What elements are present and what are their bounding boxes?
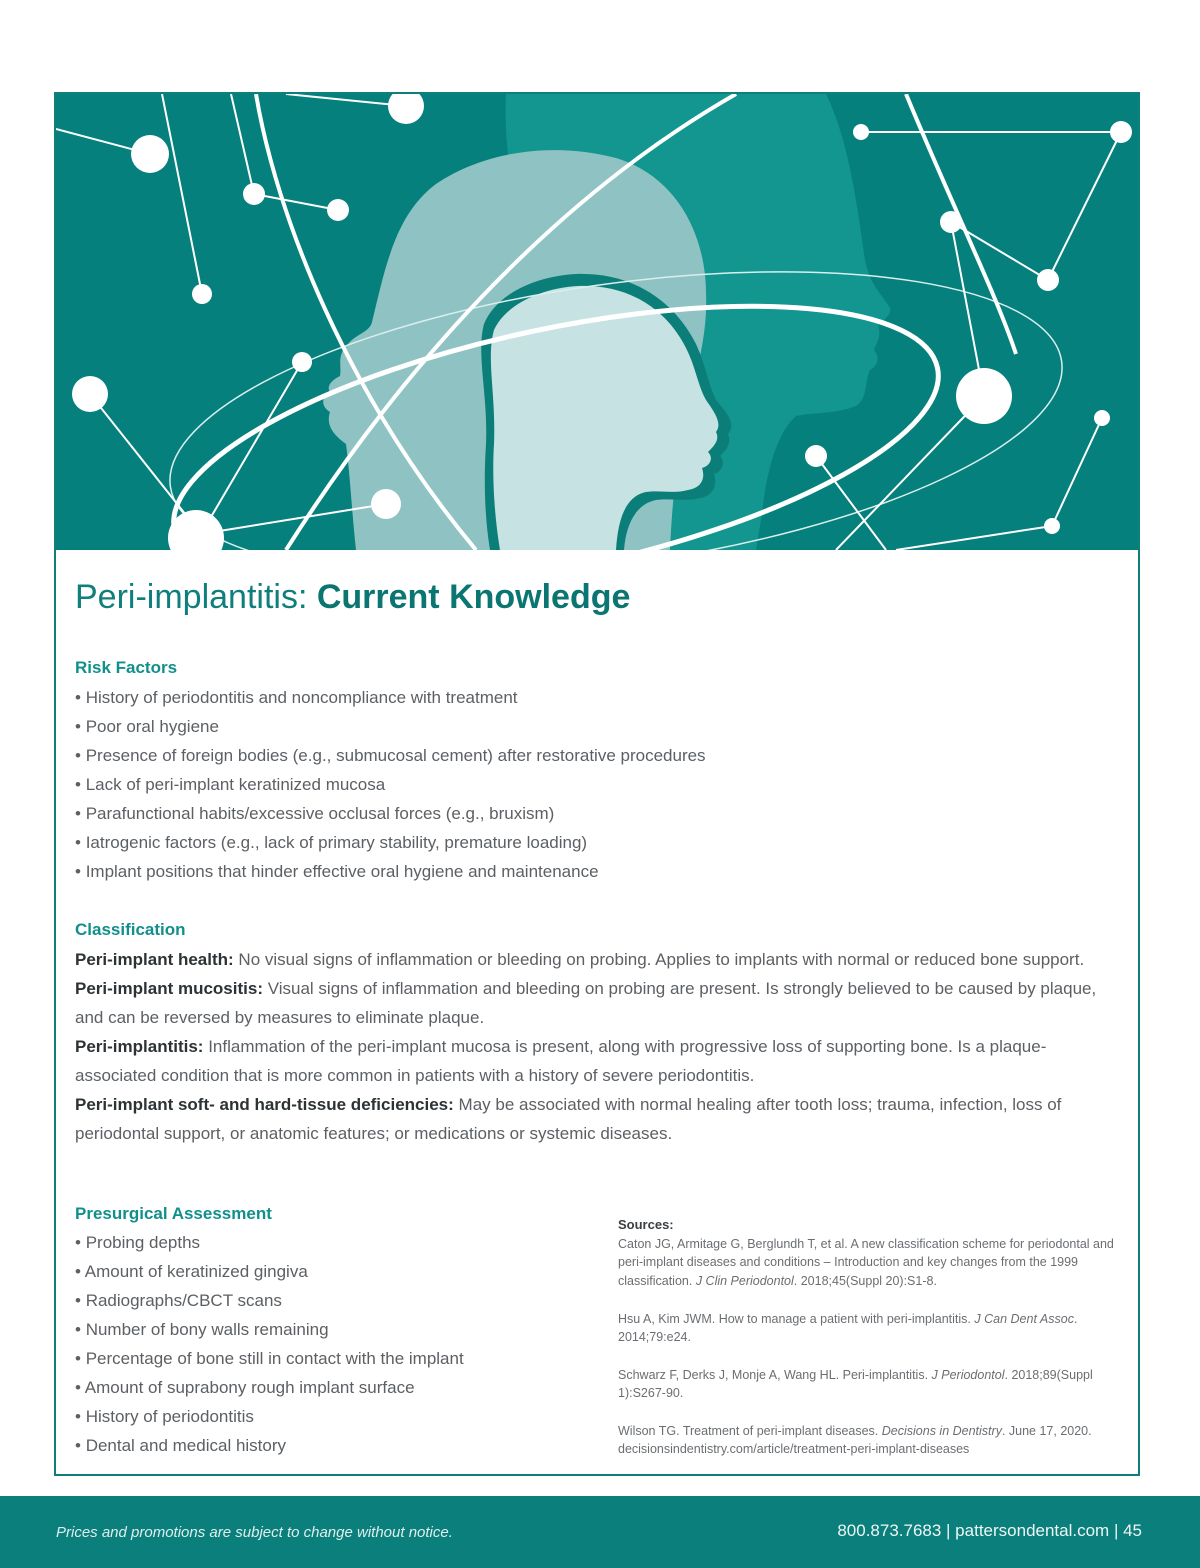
source-reference: [618, 1235, 1128, 1291]
classification-entry: [75, 1032, 1105, 1090]
classification-list: [75, 945, 1105, 1148]
reference-journal: J Can Dent Assoc: [974, 1311, 1074, 1326]
classification-entry: [75, 945, 1105, 974]
sources-heading: Sources:: [618, 1217, 674, 1232]
presurgical-list: [75, 1228, 464, 1460]
page-title: [75, 578, 630, 617]
reference-text: Wilson TG. Treatment of peri-implant diseases.: [618, 1423, 882, 1438]
classification-term: Peri-implant health:: [75, 950, 234, 969]
reference-journal: J Periodontol: [931, 1367, 1005, 1382]
classification-entry: [75, 974, 1105, 1032]
source-reference: [618, 1366, 1128, 1403]
risk-factors-heading: Risk Factors: [75, 658, 178, 677]
footer-disclaimer: Prices and promotions are subject to change without notice.: [56, 1524, 453, 1541]
sources-block: [618, 1216, 1128, 1459]
list-item: • Implant positions that hinder effective oral hygiene and maintenance: [75, 857, 706, 886]
source-reference: [618, 1310, 1128, 1347]
classification-text: Visual signs of inflammation and bleeding on probing are present. Is strongly believed to be caused by plaque, and can be reversed by measures to eliminate plaque.: [75, 979, 1097, 1027]
list-item: • Amount of keratinized gingiva: [75, 1257, 464, 1286]
presurgical-heading: Presurgical Assessment: [75, 1204, 272, 1223]
article-card: [54, 92, 1140, 1476]
list-item: • Radiographs/CBCT scans: [75, 1286, 464, 1315]
classification-text: No visual signs of inflammation or bleeding on probing. Applies to implants with normal or reduced bone support.: [233, 950, 1085, 969]
classification-entry: [75, 1090, 1105, 1148]
list-item: • Poor oral hygiene: [75, 712, 706, 741]
classification-text: May be associated with normal healing after tooth loss; trauma, infection, loss of periodontal support, or anatomic features; or medications or systemic diseases.: [75, 1095, 1062, 1143]
list-item: • Presence of foreign bodies (e.g., submucosal cement) after restorative procedures: [75, 741, 706, 770]
list-item: • Probing depths: [75, 1228, 464, 1257]
classification-text: Inflammation of the peri-implant mucosa is present, along with progressive loss of supporting bone. Is a plaque-associated condition that is more common in patients with a history of severe periodontitis.: [75, 1037, 1047, 1085]
list-item: • Iatrogenic factors (e.g., lack of primary stability, premature loading): [75, 828, 706, 857]
reference-journal: Decisions in Dentistry: [881, 1423, 1002, 1438]
footer-contact: 800.873.7683 | pattersondental.com | 45: [837, 1521, 1142, 1540]
reference-citation: . 2018;45(Suppl 20):S1-8.: [793, 1274, 937, 1289]
page-footer: [0, 1496, 1200, 1568]
list-item: • Dental and medical history: [75, 1431, 464, 1460]
hero-illustration: [56, 94, 1138, 550]
list-item: • History of periodontitis: [75, 1402, 464, 1431]
reference-citation: . 2014;79:e24.: [618, 1311, 1078, 1345]
classification-term: Peri-implant mucositis:: [75, 979, 263, 998]
reference-journal: J Clin Periodontol: [695, 1274, 794, 1289]
reference-citation: . June 17, 2020. decisionsindentistry.com/article/treatment-peri-implant-diseases: [618, 1423, 1092, 1457]
title-emphasis: Current Knowledge: [316, 578, 631, 616]
reference-text: Caton JG, Armitage G, Berglundh T, et al. A new classification scheme for periodontal and peri-implant diseases and conditions – Introduction and key changes from the 1999 classification.: [618, 1236, 1114, 1289]
reference-text: Schwarz F, Derks J, Monje A, Wang HL. Peri-implantitis.: [618, 1367, 932, 1382]
source-reference: [618, 1422, 1128, 1459]
list-item: • History of periodontitis and noncompliance with treatment: [75, 683, 706, 712]
list-item: • Lack of peri-implant keratinized mucosa: [75, 770, 706, 799]
head-silhouettes-network-illustration: [56, 94, 1138, 550]
list-item: • Amount of suprabony rough implant surface: [75, 1373, 464, 1402]
reference-text: Hsu A, Kim JWM. How to manage a patient with peri-implantitis.: [618, 1311, 975, 1326]
list-item: • Number of bony walls remaining: [75, 1315, 464, 1344]
title-prefix: Peri-implantitis:: [75, 578, 308, 616]
risk-factors-list: [75, 683, 706, 886]
list-item: • Parafunctional habits/excessive occlusal forces (e.g., bruxism): [75, 799, 706, 828]
list-item: • Percentage of bone still in contact with the implant: [75, 1344, 464, 1373]
reference-citation: . 2018;89(Suppl 1):S267-90.: [618, 1367, 1093, 1401]
classification-term: Peri-implantitis:: [75, 1037, 204, 1056]
classification-term: Peri-implant soft- and hard-tissue deficiencies:: [75, 1095, 454, 1114]
classification-heading: Classification: [75, 920, 186, 939]
